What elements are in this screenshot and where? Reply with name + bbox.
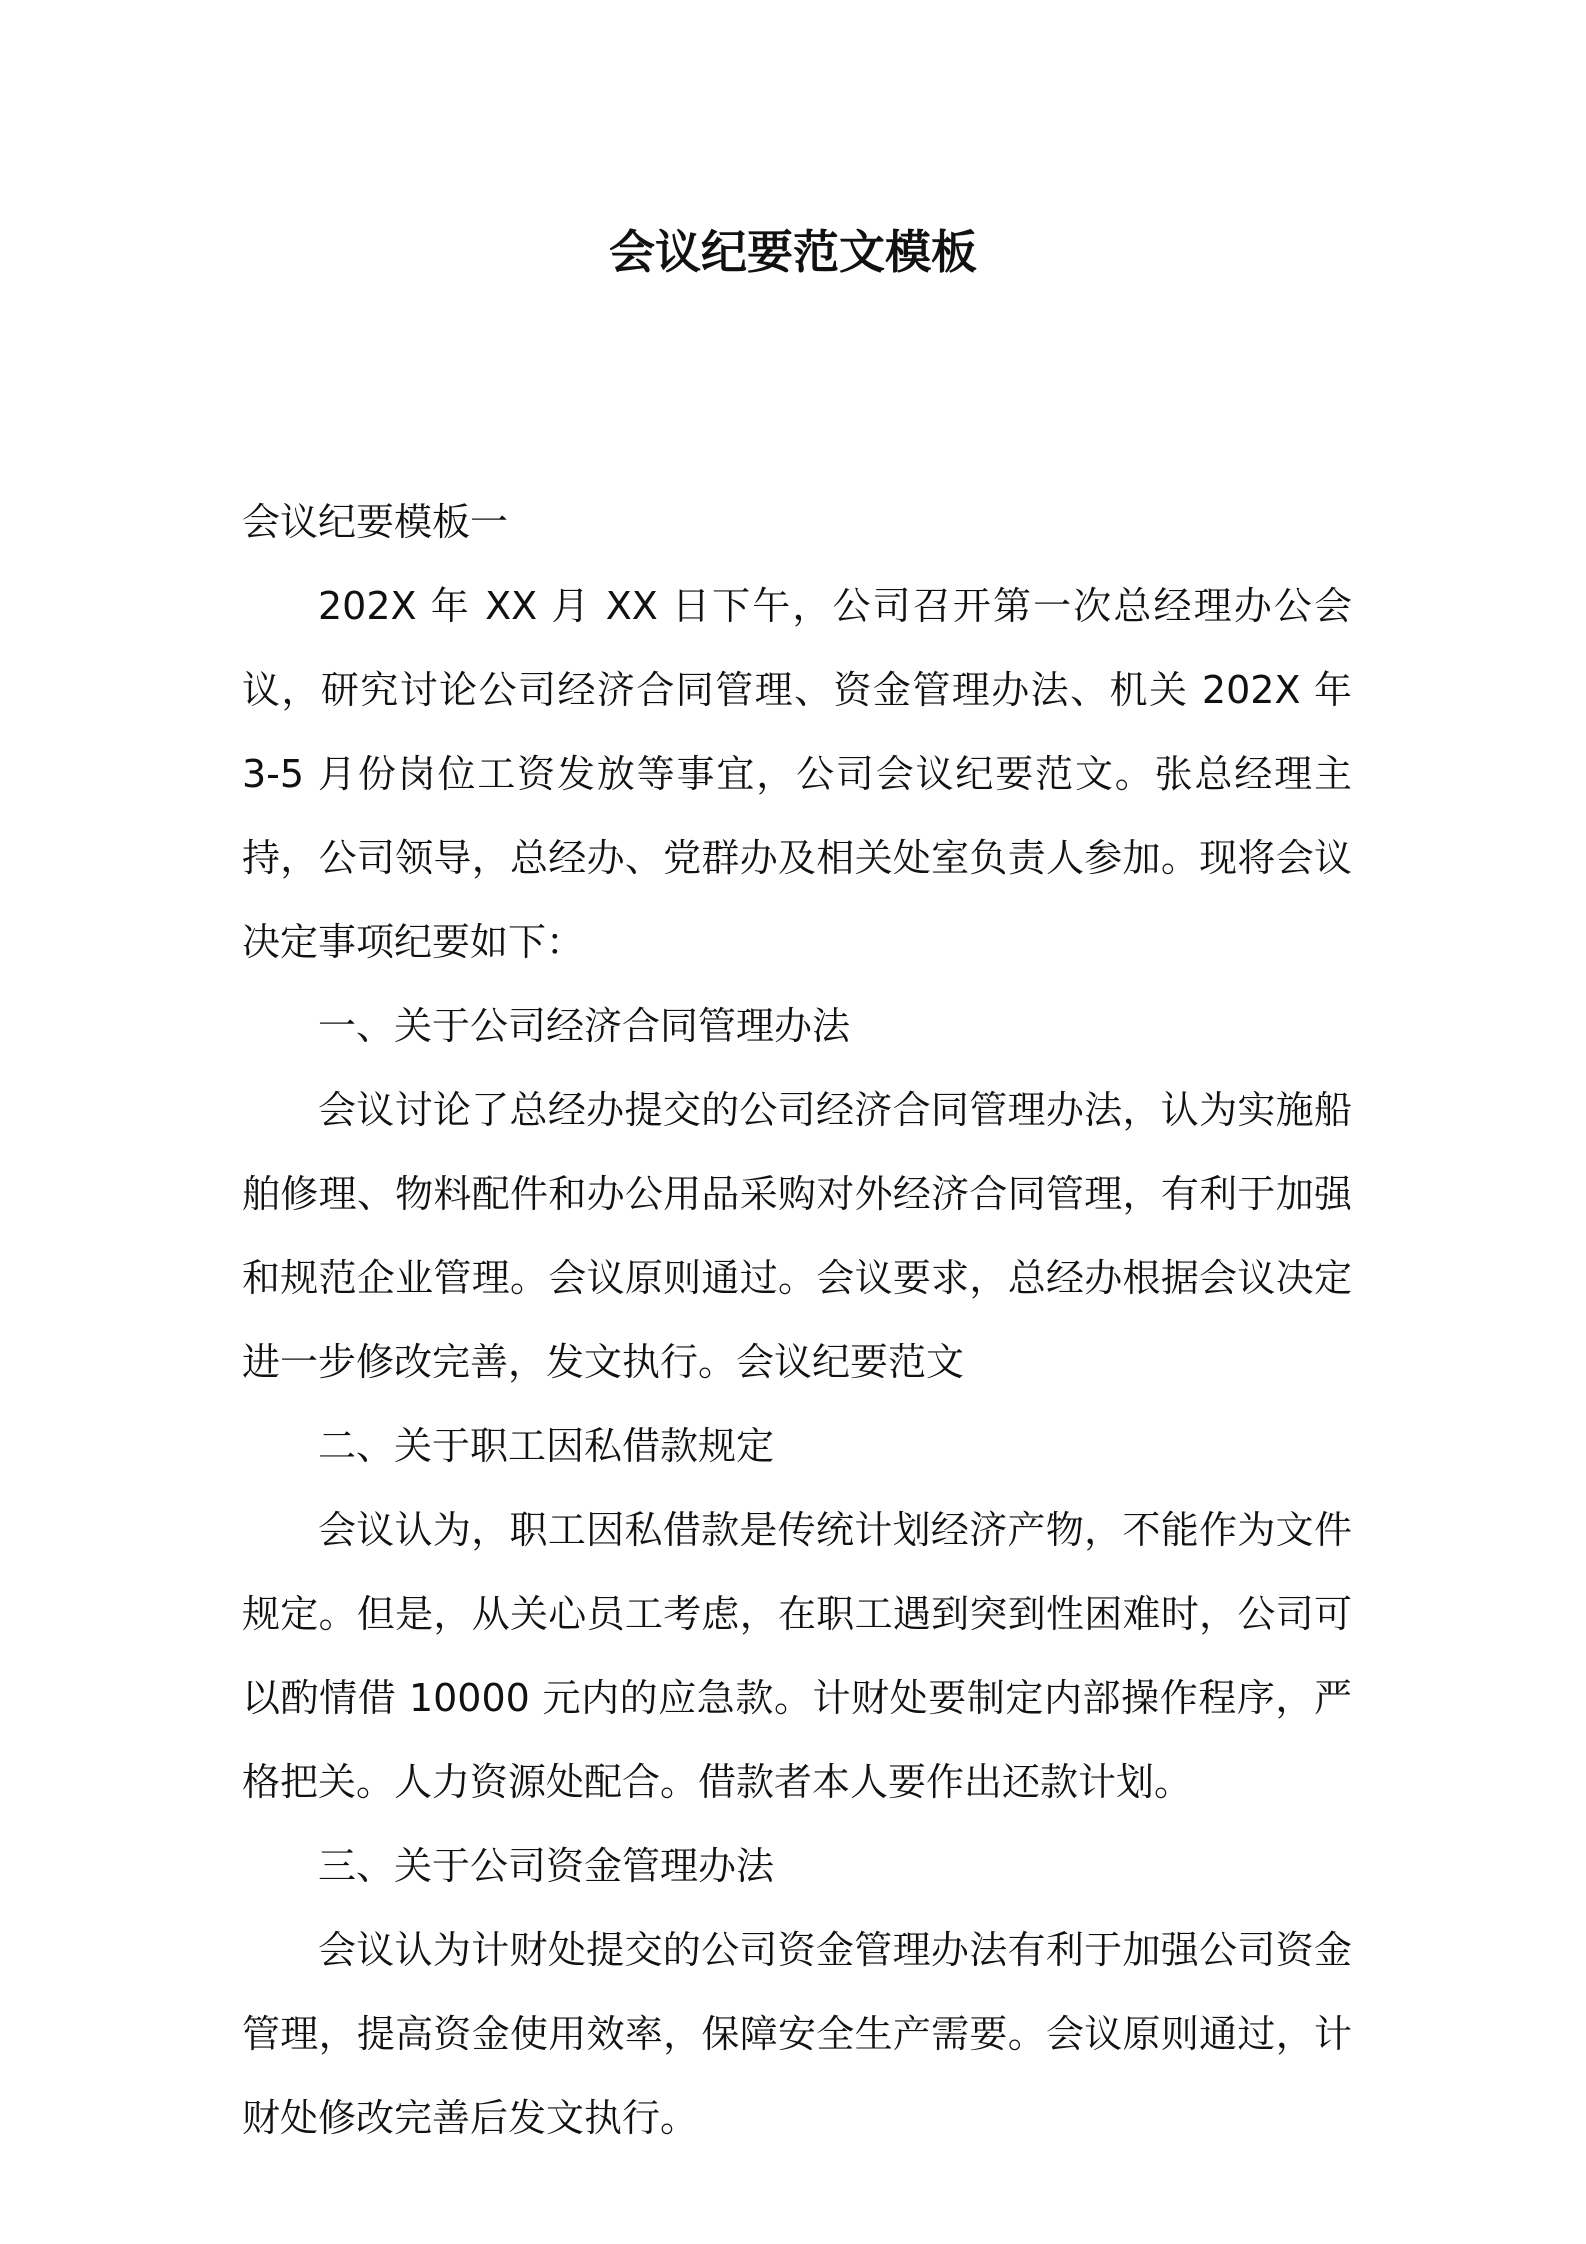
heading-private-loans: 二、关于职工因私借款规定 (318, 1424, 775, 1468)
heading-fund-management: 三、关于公司资金管理办法 (318, 1844, 775, 1888)
paragraph-intro: 202X 年 XX 月 XX 日下午，公司召开第一次总经理办公会议，研究讨论公司经济合同管理、资金管理办法、机关 202X 年 3-5 月份岗位工资发放等事宜，公司会议纪要范文。张总经理主持，公司领导，总经办、党群办及相关处室负责人参加。现将会议决定事项纪要如下： (242, 584, 1352, 964)
document-body (242, 480, 1352, 2160)
paragraph-fund-management: 会议认为计财处提交的公司资金管理办法有利于加强公司资金管理，提高资金使用效率，保障安全生产需要。会议原则通过，计财处修改完善后发文执行。 (242, 1928, 1352, 2140)
document-title: 会议纪要范文模板 (609, 225, 977, 279)
paragraph-private-loans: 会议认为，职工因私借款是传统计划经济产物，不能作为文件规定。但是，从关心员工考虑，在职工遇到突到性困难时，公司可以酌情借 10000 元内的应急款。计财处要制定内部操作程序，严格把关。人力资源处配合。借款者本人要作出还款计划。 (242, 1508, 1352, 1804)
heading-contract-management: 一、关于公司经济合同管理办法 (318, 1004, 851, 1048)
section-label: 会议纪要模板一 (242, 500, 509, 544)
paragraph-contract-management: 会议讨论了总经办提交的公司经济合同管理办法，认为实施船舶修理、物料配件和办公用品采购对外经济合同管理，有利于加强和规范企业管理。会议原则通过。会议要求，总经办根据会议决定进一步修改完善，发文执行。会议纪要范文 (242, 1088, 1352, 1384)
